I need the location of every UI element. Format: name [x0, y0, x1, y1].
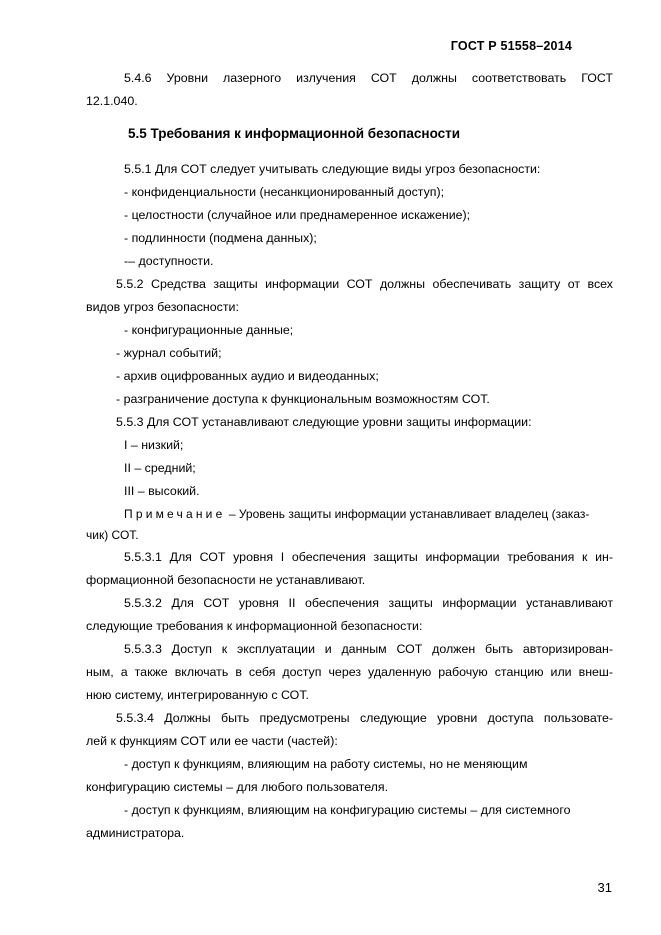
paragraph-line: лей к функциям СОТ или ее части (частей):	[86, 734, 338, 748]
paragraph-line: ным, а также включать в себя доступ через удаленную рабочую станцию или внеш-	[86, 665, 613, 679]
note-text: – Уровень защиты информации устанавливает владелец (заказ-	[228, 507, 590, 521]
list-item: - конфигурационные данные;	[124, 323, 294, 337]
document-id: ГОСТ Р 51558–2014	[450, 39, 572, 53]
paragraph-line: 5.5.3.4 Должны быть предусмотрены следующие уровни доступа пользовате-	[116, 711, 613, 725]
page-number: 31	[597, 880, 612, 895]
paragraph-line: администратора.	[86, 826, 185, 840]
list-item: - целостности (случайное или преднамеренное искажение);	[124, 208, 471, 222]
list-item: - журнал событий;	[116, 346, 222, 360]
list-item: II – средний;	[124, 461, 196, 475]
list-item: I – низкий;	[124, 438, 184, 452]
note-label: Примечание	[124, 507, 226, 521]
paragraph-line: 5.5.2 Средства защиты информации СОТ должны обеспечивать защиту от всех	[116, 277, 613, 291]
list-item: III – высокий.	[124, 484, 200, 498]
note-line: чик) СОТ.	[86, 528, 139, 542]
list-item: - доступ к функциям, влияющим на конфигурацию системы – для системного	[124, 803, 571, 817]
paragraph-line: 5.5.3.2 Для СОТ уровня II обеспечения защиты информации устанавливают	[124, 596, 613, 610]
paragraph-line: 5.5.3.1 Для СОТ уровня I обеспечения защиты информации требования к ин-	[124, 550, 613, 564]
paragraph-line: 5.5.1 Для СОТ следует учитывать следующие виды угроз безопасности:	[124, 162, 541, 176]
paragraph-line: 12.1.040.	[86, 94, 138, 108]
paragraph-line: 5.5.3 Для СОТ устанавливают следующие уровни защиты информации:	[116, 415, 532, 429]
list-item: -– доступности.	[124, 254, 214, 268]
paragraph-line: 5.5.3.3 Доступ к эксплуатации и данным СОТ должен быть авторизирован-	[124, 642, 613, 656]
paragraph-line: конфигурацию системы – для любого пользователя.	[86, 780, 389, 794]
list-item: - архив оцифрованных аудио и видеоданных;	[116, 369, 379, 383]
section-title: 5.5 Требования к информационной безопасности	[128, 126, 461, 141]
paragraph-line: следующие требования к информационной безопасности:	[86, 619, 423, 633]
list-item: - разграничение доступа к функциональным возможностям СОТ.	[116, 392, 490, 406]
paragraph-line: нюю систему, интегрированную с СОТ.	[86, 688, 309, 702]
note-line	[124, 507, 613, 522]
list-item: - подлинности (подмена данных);	[124, 231, 317, 245]
list-item: - доступ к функциям, влияющим на работу системы, но не меняющим	[124, 757, 528, 771]
list-item: - конфиденциальности (несанкционированный доступ);	[124, 185, 445, 199]
paragraph-line: 5.4.6 Уровни лазерного излучения СОТ должны соответствовать ГОСТ	[124, 71, 613, 85]
paragraph-line: видов угроз безопасности:	[86, 300, 239, 314]
paragraph-line: формационной безопасности не устанавливают.	[86, 573, 366, 587]
